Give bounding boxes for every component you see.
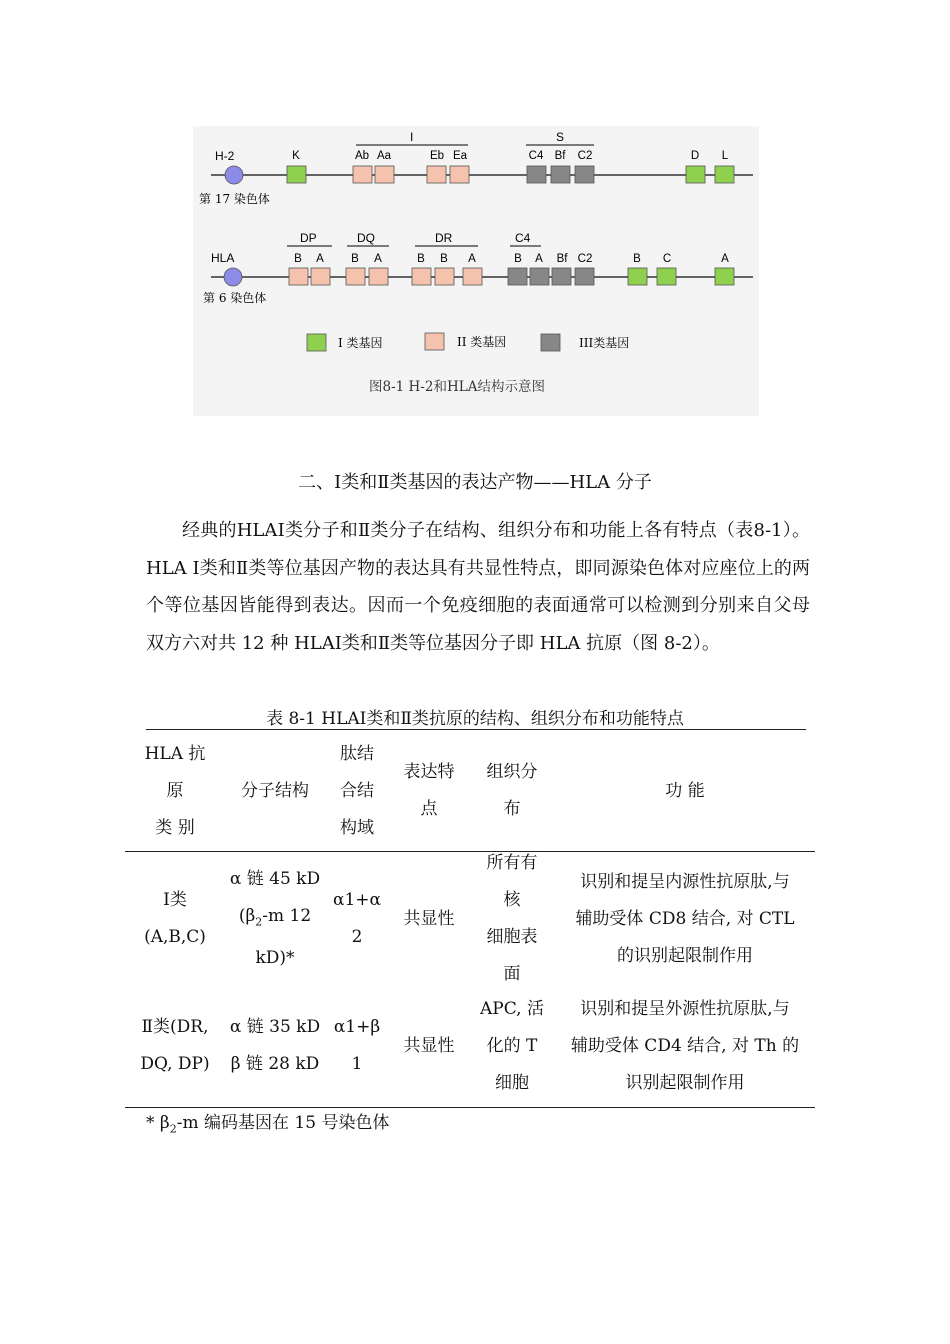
table-caption: 表 8-1 HLAⅠ类和Ⅱ类抗原的结构、组织分布和功能特点 xyxy=(266,709,684,729)
table-footnote: * $\beta_2-m$ 编码基因在 15 号染色体 xyxy=(146,1113,390,1136)
gene-label-DR-B2: B xyxy=(440,253,448,265)
gene-label-HLA-A: A xyxy=(721,253,729,265)
gene-box-Ea xyxy=(450,166,469,183)
gene-label-D: D xyxy=(690,150,700,162)
gene-label-DQ-B: B xyxy=(351,253,359,265)
gene-box-Eb xyxy=(427,166,446,183)
gene-label-Bf: Bf xyxy=(556,253,568,265)
gene-box-DQ-B xyxy=(346,268,365,285)
legend-swatch-class2 xyxy=(425,333,444,350)
gene-box-DP-A xyxy=(311,268,330,285)
group-label-S: S xyxy=(556,130,565,144)
row2-category: Ⅱ类(DR, DQ, DP) xyxy=(140,1017,210,1074)
legend-swatch-class1 xyxy=(307,334,326,351)
group-label-C4: C4 xyxy=(515,231,531,245)
gene-box-HLA-C xyxy=(657,268,676,285)
table-top-rule xyxy=(146,729,806,730)
gene-box-C4 xyxy=(527,166,546,183)
gene-box-K xyxy=(287,166,306,183)
figure-hla-h2-diagram xyxy=(193,126,759,416)
row2-tissue: APC, 活 化的 T 细胞 xyxy=(480,998,544,1093)
gene-box-C4-B xyxy=(508,268,527,285)
header-expression: 表达特 点 xyxy=(403,762,455,819)
gene-label-C2: C2 xyxy=(577,150,593,162)
legend-label-class2: II 类基因 xyxy=(457,335,507,349)
gene-label-C4-B: B xyxy=(514,253,522,265)
gene-label-DQ-A: A xyxy=(374,253,382,265)
gene-box-DP-B xyxy=(289,268,308,285)
gene-label-C4: C4 xyxy=(528,150,544,162)
h2-locus-circle xyxy=(225,166,243,184)
row1-category: Ⅰ类 (A,B,C) xyxy=(144,890,206,947)
group-label-I: I xyxy=(410,130,414,144)
header-function: 功 能 xyxy=(665,780,705,801)
header-hla-category: HLA 抗 原 类 别 xyxy=(144,743,206,838)
hla-locus-circle xyxy=(224,268,242,286)
group-label-DR: DR xyxy=(435,231,453,245)
gene-box-HLA-B xyxy=(628,268,647,285)
gene-map-svg xyxy=(193,126,759,416)
chromosome-17-label: 第 17 染色体 xyxy=(199,192,270,206)
gene-box-Ab xyxy=(353,166,372,183)
gene-box-HLA-A xyxy=(715,268,734,285)
row2-structure: α 链 35 kD β 链 28 kD xyxy=(229,1017,321,1074)
gene-box-Bf xyxy=(552,268,571,285)
header-structure: 分子结构 xyxy=(241,780,309,801)
gene-label-DR-B1: B xyxy=(417,253,425,265)
gene-box-L xyxy=(715,166,734,183)
group-label-DQ: DQ xyxy=(357,231,375,245)
figure-caption: 图8-1 H-2和HLA结构示意图 xyxy=(369,379,545,395)
gene-label-C4-A: A xyxy=(535,253,543,265)
gene-label-DR-A: A xyxy=(468,253,476,265)
row2-domain: α1+β 1 xyxy=(333,1017,381,1074)
gene-label-DP-B: B xyxy=(294,253,302,265)
group-label-DP: DP xyxy=(300,231,317,245)
gene-label-HLA-B: B xyxy=(633,253,641,265)
h2-label: H-2 xyxy=(215,149,235,163)
chromosome-6-label: 第 6 染色体 xyxy=(203,291,267,305)
gene-label-L: L xyxy=(721,150,729,162)
legend-swatch-class3 xyxy=(541,334,560,351)
row1-function: 识别和提呈内源性抗原肽,与 辅助受体 CD8 结合, 对 CTL 的识别起限制作用 xyxy=(575,871,795,966)
row1-structure-b2: ($\beta_2-m$ 12 xyxy=(238,905,312,929)
gene-box-D xyxy=(686,166,705,183)
header-tissue: 组织分 布 xyxy=(486,762,538,819)
hla-label: HLA xyxy=(211,251,235,265)
gene-box-Aa xyxy=(375,166,394,183)
gene-box-DR-B2 xyxy=(435,268,454,285)
body-paragraph: 经典的HLAⅠ类分子和Ⅱ类分子在结构、组织分布和功能上各有特点（表8-1）。HLA Ⅰ类和Ⅱ类等位基因产物的表达具有共显性特点，即同源染色体对应座位上的两个等位基因皆能得到表达。因而一个免疫细胞的表面通常可以检测到分别来自父母双方六对共 12 种 HLAⅠ类和Ⅱ类等位基因分子即 HLA 抗原（图 8-2）。 xyxy=(146,520,810,654)
gene-label-Bf: Bf xyxy=(554,150,566,162)
row1-domain: α1+α 2 xyxy=(332,890,382,947)
row1-expression: 共显性 xyxy=(403,908,455,929)
row2-function: 识别和提呈外源性抗原肽,与 辅助受体 CD4 结合, 对 Th 的 识别起限制作用 xyxy=(570,998,800,1093)
gene-label-HLA-C: C xyxy=(662,253,672,265)
gene-box-DR-A xyxy=(463,268,482,285)
gene-label-Ea: Ea xyxy=(452,150,468,162)
gene-box-C4-A xyxy=(530,268,549,285)
gene-label-C2: C2 xyxy=(577,253,593,265)
gene-label-Aa: Aa xyxy=(376,150,392,162)
gene-label-DP-A: A xyxy=(316,253,324,265)
row2-expression: 共显性 xyxy=(403,1035,455,1056)
gene-box-DR-B1 xyxy=(412,268,431,285)
gene-box-DQ-A xyxy=(369,268,388,285)
legend-label-class3: III类基因 xyxy=(579,336,630,350)
header-peptide-domain: 肽结 合结 构域 xyxy=(340,743,374,838)
gene-box-C2 xyxy=(575,166,594,183)
row1-structure: α 链 45 kD ($\beta_2-m$ 12 kD)* xyxy=(229,868,321,969)
legend-label-class1: I 类基因 xyxy=(338,336,383,350)
section-heading: 二、Ⅰ类和Ⅱ类基因的表达产物——HLA 分子 xyxy=(298,472,652,493)
gene-label-K: K xyxy=(292,150,300,162)
gene-box-Bf xyxy=(551,166,570,183)
gene-box-C2 xyxy=(575,268,594,285)
row1-tissue: 所有有 核 细胞表 面 xyxy=(486,853,538,984)
gene-label-Ab: Ab xyxy=(354,150,370,162)
gene-label-Eb: Eb xyxy=(429,150,445,162)
